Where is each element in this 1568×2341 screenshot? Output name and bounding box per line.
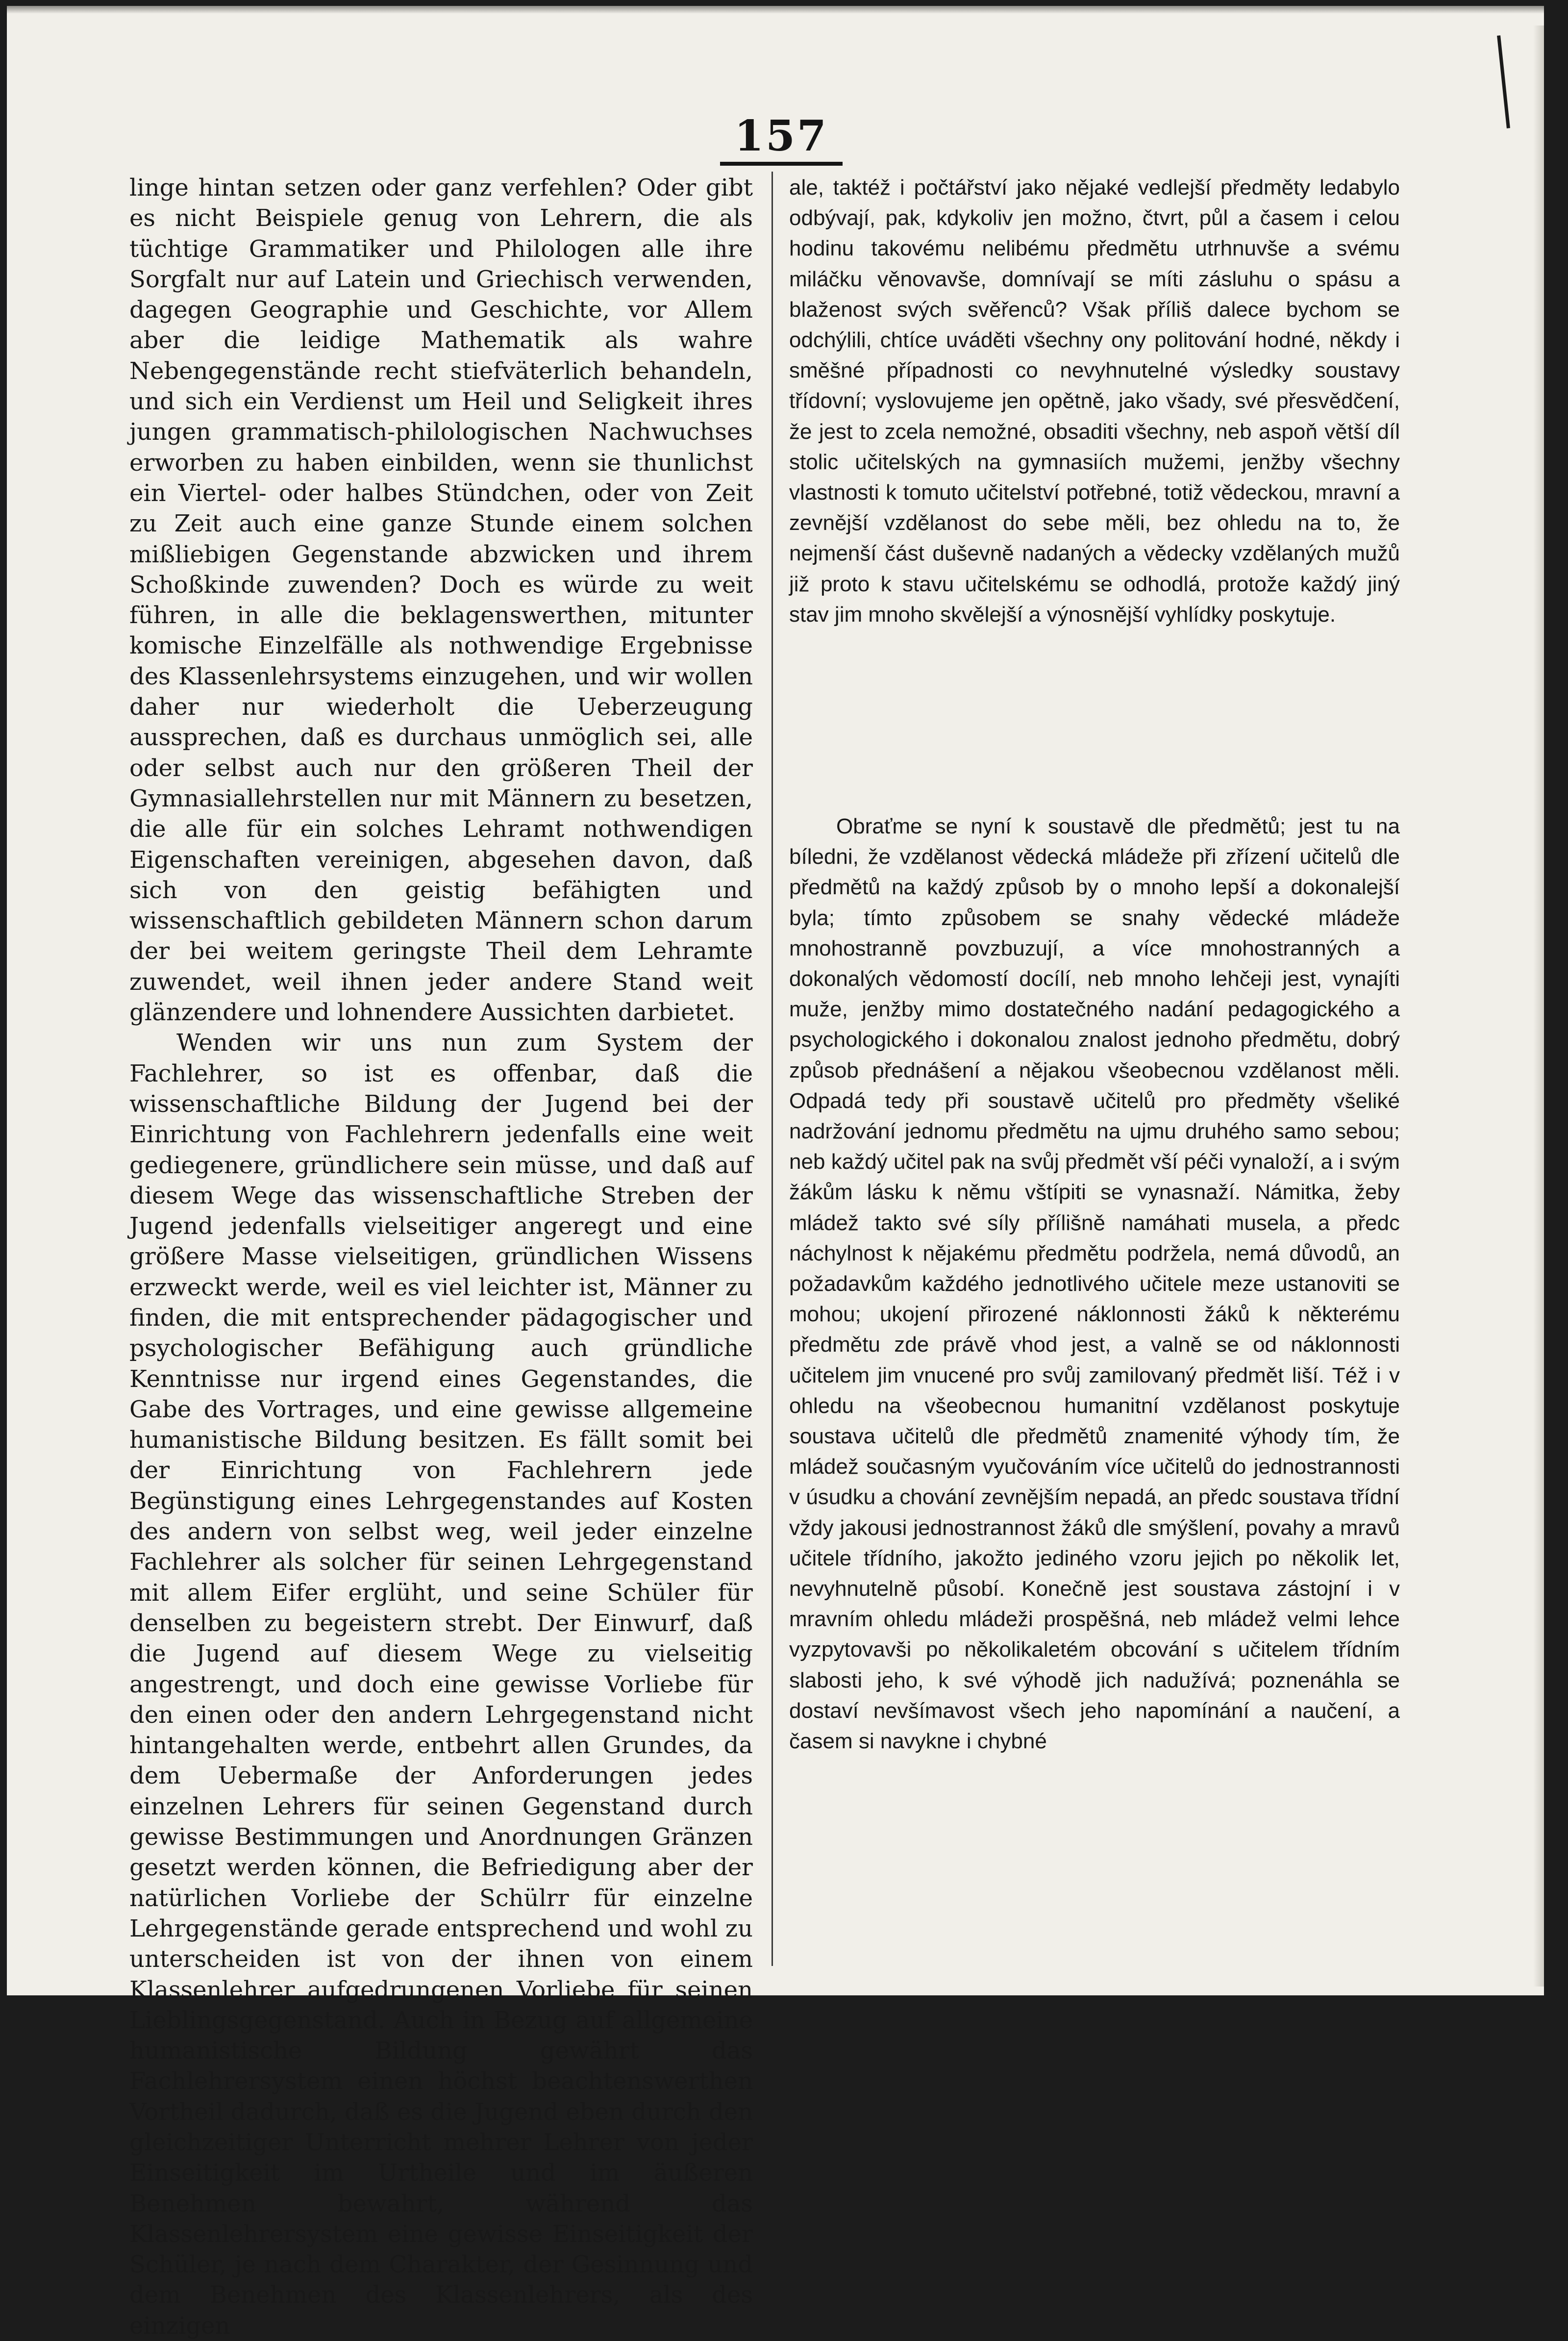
right-column-czech-lower xyxy=(789,811,1400,1757)
page-top-edge xyxy=(7,6,1544,14)
right-column-czech-upper xyxy=(789,173,1400,630)
page-number-underline xyxy=(720,162,843,166)
right-paragraph-2: Obraťme se nyní k soustavě dle předmětů; jest tu na bíledni, že vzdělanost vědecká mládeže při zřízení učitelů dle předmětů na každý způsob by o mnoho lepší a dokonalejší byla; tímto způsobem se snahy vědecké mládeže mnohostranně povzbuzují, a více mnohostranných a dokonalých vědomostí docílí, neb mnoho lehčeji jest, vynajíti muže, jenžby mimo dostatečného nadání pedagogického a psychologického i dokonalou znalost jednoho předmětu, dobrý způsob přednášení a nějakou všeobecnou vzdělanost měli. Odpadá tedy při soustavě učitelů pro předměty všeliké nadržování jednomu předmětu na ujmu druhého samo sebou; neb každý učitel pak na svůj předmět vší péči vynaloží, a i svým žákům lásku k němu vštípiti se vynasnaží. Námitka, žeby mládež takto své síly přílišně namáhati musela, a předc náchylnost k nějakému předmětu podržela, nemá důvodů, an požadavkům každého jednotlivého učitele meze ustanoviti se mohou; ukojení přirozené náklonnosti žáků k některému předmětu zde právě vhod jest, a valně se od náklonnosti učitelem jim vnucené pro svůj zamilovaný předmět liší. Též i v ohledu na všeobecnou humanitní vzdělanost poskytuje soustava učitelů dle předmětů znamenité výhody tím, že mládež současným vyučováním více učitelů do jednostrannosti v úsudku a chování zevnějším nepadá, an předc soustava třídní vždy jakousi jednostrannost žáků dle smýšlení, povahy a mravů učitele třídního, jakožto jediného vzoru jejich po několik let, nevyhnutelně působí. Konečně jest soustava zástojní i v mravním ohledu mládeži prospěšná, neb mládež velmi lehce vyzpytovavši po několikaletém obcování s učitelem třídním slabosti jeho, k své výhodě jich nadužívá; poznenáhla se dostaví nevšímavost všech jeho napomínání a naučení, a časem si navykne i chybné xyxy=(789,814,1400,1754)
right-paragraph-1: ale, taktéž i počtářství jako nějaké vedlejší předměty ledabylo odbývají, pak, kdykoliv jen možno, čtvrt, půl a časem i celou hodinu takovému nelibému předmětu utrhnuvše a svému miláčku věnovavše, domnívají se míti zásluhu o spásu a blaženost svých svěřenců? Však příliš dalece bychom se odchýlili, chtíce uváděti všechny ony politování hodné, někdy i směšné případnosti co nevyhnutelné výsledky soustavy třídovní; vyslovujeme jen opětně, jako všady, své přesvědčení, že jest to zcela nemožné, obsaditi všechny, neb aspoň větší díl stolic učitelských na gymnasiích mužemi, jenžby všechny vlastnosti k tomuto učitelství potřebné, totiž vědeckou, mravní a zevnější vzdělanost do sebe měli, bez ohledu na to, že nejmenší část duševně nadaných a vědecky vzdělaných mužů již proto k stavu učitelskému se odhodlá, protože každý jiný stav jim mnoho skvělejší a výnosnější vyhlídky poskytuje. xyxy=(789,176,1400,627)
margin-mark xyxy=(1497,35,1510,128)
page-right-edge xyxy=(1533,25,1544,1987)
left-paragraph-2: Wenden wir uns nun zum System der Fachlehrer, so ist es offenbar, daß die wissenschaftliche Bildung der Jugend bei der Einrichtung von Fachlehrern jedenfalls eine weit gediegenere, gründlichere sein müsse, und daß auf diesem Wege das wissenschaftliche Streben der Jugend jedenfalls vielseitiger angeregt und eine größere Masse vielseitigen, gründlichen Wissens erzweckt werde, weil es viel leichter ist, Männer zu finden, die mit entsprechender pädagogischer und psychologischer Befähigung auch gründliche Kenntnisse nur irgend eines Gegenstandes, die Gabe des Vortrages, und eine gewisse allgemeine humanistische Bildung besitzen. Es fällt somit bei der Einrichtung von Fachlehrern jede Begünstigung eines Lehrgegenstandes auf Kosten des andern von selbst weg, weil jeder einzelne Fachlehrer als solcher für seinen Lehrgegenstand mit allem Eifer erglüht, und seine Schüler für denselben zu begeistern strebt. Der Einwurf, daß die Jugend auf diesem Wege zu vielseitig angestrengt, und doch eine gewisse Vorliebe für den einen oder den andern Lehrgegenstand nicht hintangehalten werde, entbehrt allen Grundes, da dem Uebermaße der Anforderungen jedes einzelnen Lehrers für seinen Gegenstand durch gewisse Bestimmungen und Anordnungen Gränzen gesetzt werden können, die Befriedigung aber der natürlichen Vorliebe der Schülrr für einzelne Lehrgegenstände gerade entsprechend und wohl zu unterscheiden ist von der ihnen von einem Klassenlehrer aufgedrungenen Vorliebe für seinen Lieblingsgegenstand. Auch in Bezug auf allgemeine humanistische Bildung gewährt das Fachlehrersystem einen höchst beachtenswerthen Vortheil dadurch, daß es die Jugend eben durch den gleichzeitiger Unterricht mehrer Lehrer von jeder Einseitigkeit im Urtheile und im äußeren Benehmen bewahrt, während das Klassenlehrersystem eine gewisse Einseitigkeit der Schüler, je nach dem Charakter, der Gesinnung und dem Benehmen des Klassenlehrers, als des einzigen xyxy=(129,1029,753,2340)
document-page xyxy=(7,6,1544,2340)
left-column-german xyxy=(129,173,753,2341)
page-number: 157 xyxy=(734,111,828,161)
left-paragraph-1: linge hintan setzen oder ganz verfehlen? Oder gibt es nicht Beispiele genug von Lehrern, die als tüchtige Grammatiker und Philologen alle ihre Sorgfalt nur auf Latein und Griechisch verwenden, dagegen Geographie und Geschichte, vor Allem aber die leidige Mathematik als wahre Nebengegenstände recht stiefväterlich behandeln, und sich ein Verdienst um Heil und Seligkeit ihres jungen grammatisch-philologischen Nachwuchses erworben zu haben einbilden, wenn sie thunlichst ein Viertel- oder halbes Stündchen, oder von Zeit zu Zeit auch eine ganze Stunde einem solchen mißliebigen Gegenstande abzwicken und ihrem Schoßkinde zuwenden? Doch es würde zu weit führen, in alle die beklagenswerthen, mitunter komische Einzelfälle als nothwendige Ergebnisse des Klassenlehrsystems einzugehen, und wir wollen daher nur wiederholt die Ueberzeugung aussprechen, daß es durchaus unmöglich sei, alle oder selbst auch nur den größeren Theil der Gymnasiallehrstellen nur mit Männern zu besetzen, die alle für ein solches Lehramt nothwendigen Eigenschaften vereinigen, abgesehen davon, daß sich von den geistig befähigten und wissenschaftlich gebildeten Männern schon darum der bei weitem geringste Theil dem Lehramte zuwendet, weil ihnen jeder andere Stand weit glänzendere und lohnendere Aussichten darbietet. xyxy=(129,174,753,1027)
column-divider xyxy=(772,172,773,1966)
